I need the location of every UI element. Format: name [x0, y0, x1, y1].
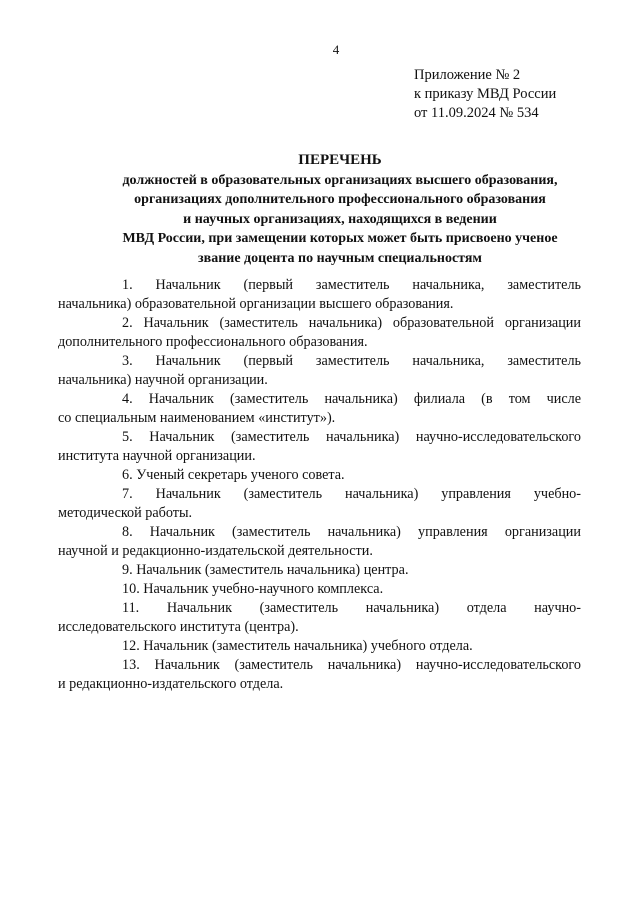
list-item-line: 12. Начальник (заместитель начальника) учебного отдела. [122, 638, 473, 654]
appendix-number: Приложение № 2 [414, 67, 521, 83]
list-item [58, 656, 581, 694]
list-item-line: начальника) научной организации. [58, 372, 268, 388]
appendix-reference [414, 66, 556, 123]
list-item-line: института научной организации. [58, 448, 256, 464]
subtitle-line: звание доцента по научным специальностям [198, 250, 482, 266]
list-item-line: 1. Начальник (первый заместитель начальника, заместитель [122, 277, 581, 293]
list-item-line: 6. Ученый секретарь ученого совета. [122, 467, 345, 483]
list-item-line: научной и редакционно-издательской деятельности. [58, 543, 373, 559]
list-item-line: 13. Начальник (заместитель начальника) научно-исследовательского [122, 657, 581, 673]
list-item-line: 9. Начальник (заместитель начальника) центра. [122, 562, 409, 578]
title-block [60, 150, 620, 268]
appendix-order: к приказу МВД России [414, 86, 557, 102]
list-item-line: и редакционно-издательского отдела. [58, 676, 284, 692]
list-item-line: исследовательского института (центра). [58, 619, 299, 635]
subtitle-line: должностей в образовательных организациях высшего образования, [122, 173, 558, 188]
list-item-line: дополнительного профессионального образования. [58, 334, 368, 350]
list-item [90, 637, 581, 656]
subtitle-line: организациях дополнительного профессионального образования [134, 192, 546, 208]
list-item-line: 5. Начальник (заместитель начальника) научно-исследовательского [122, 429, 581, 445]
list-item-line: со специальным наименованием «институт»). [58, 410, 336, 426]
list-item-line: начальника) образовательной организации высшего образования. [58, 296, 454, 312]
subtitle-line: и научных организациях, находящихся в ведении [183, 211, 497, 227]
positions-list [58, 276, 581, 694]
list-item-line: 2. Начальник (заместитель начальника) образовательной организации [122, 315, 581, 331]
list-item [58, 485, 581, 523]
list-item [90, 561, 581, 580]
list-item [90, 466, 581, 485]
list-item-line: 4. Начальник (заместитель начальника) филиала (в том числе [122, 391, 581, 407]
list-item [58, 390, 581, 428]
list-item [58, 314, 581, 352]
list-item [58, 599, 581, 637]
appendix-date: от 11.09.2024 № 534 [414, 105, 539, 121]
list-item-line: 10. Начальник учебно-научного комплекса. [122, 581, 384, 597]
page-number: 4 [332, 42, 340, 57]
list-item-line: 7. Начальник (заместитель начальника) управления учебно- [122, 486, 581, 502]
list-item [58, 428, 581, 466]
list-item [90, 580, 581, 599]
list-item [58, 523, 581, 561]
list-item-line: методической работы. [58, 505, 193, 521]
list-item-line: 8. Начальник (заместитель начальника) управления организации [122, 524, 581, 540]
document-title: ПЕРЕЧЕНЬ [298, 152, 382, 168]
list-item [58, 276, 581, 314]
list-item [58, 352, 581, 390]
subtitle-line: МВД России, при замещении которых может быть присвоено ученое [122, 231, 558, 247]
list-item-line: 3. Начальник (первый заместитель начальника, заместитель [122, 353, 581, 369]
list-item-line: 11. Начальник (заместитель начальника) отдела научно- [122, 600, 581, 616]
